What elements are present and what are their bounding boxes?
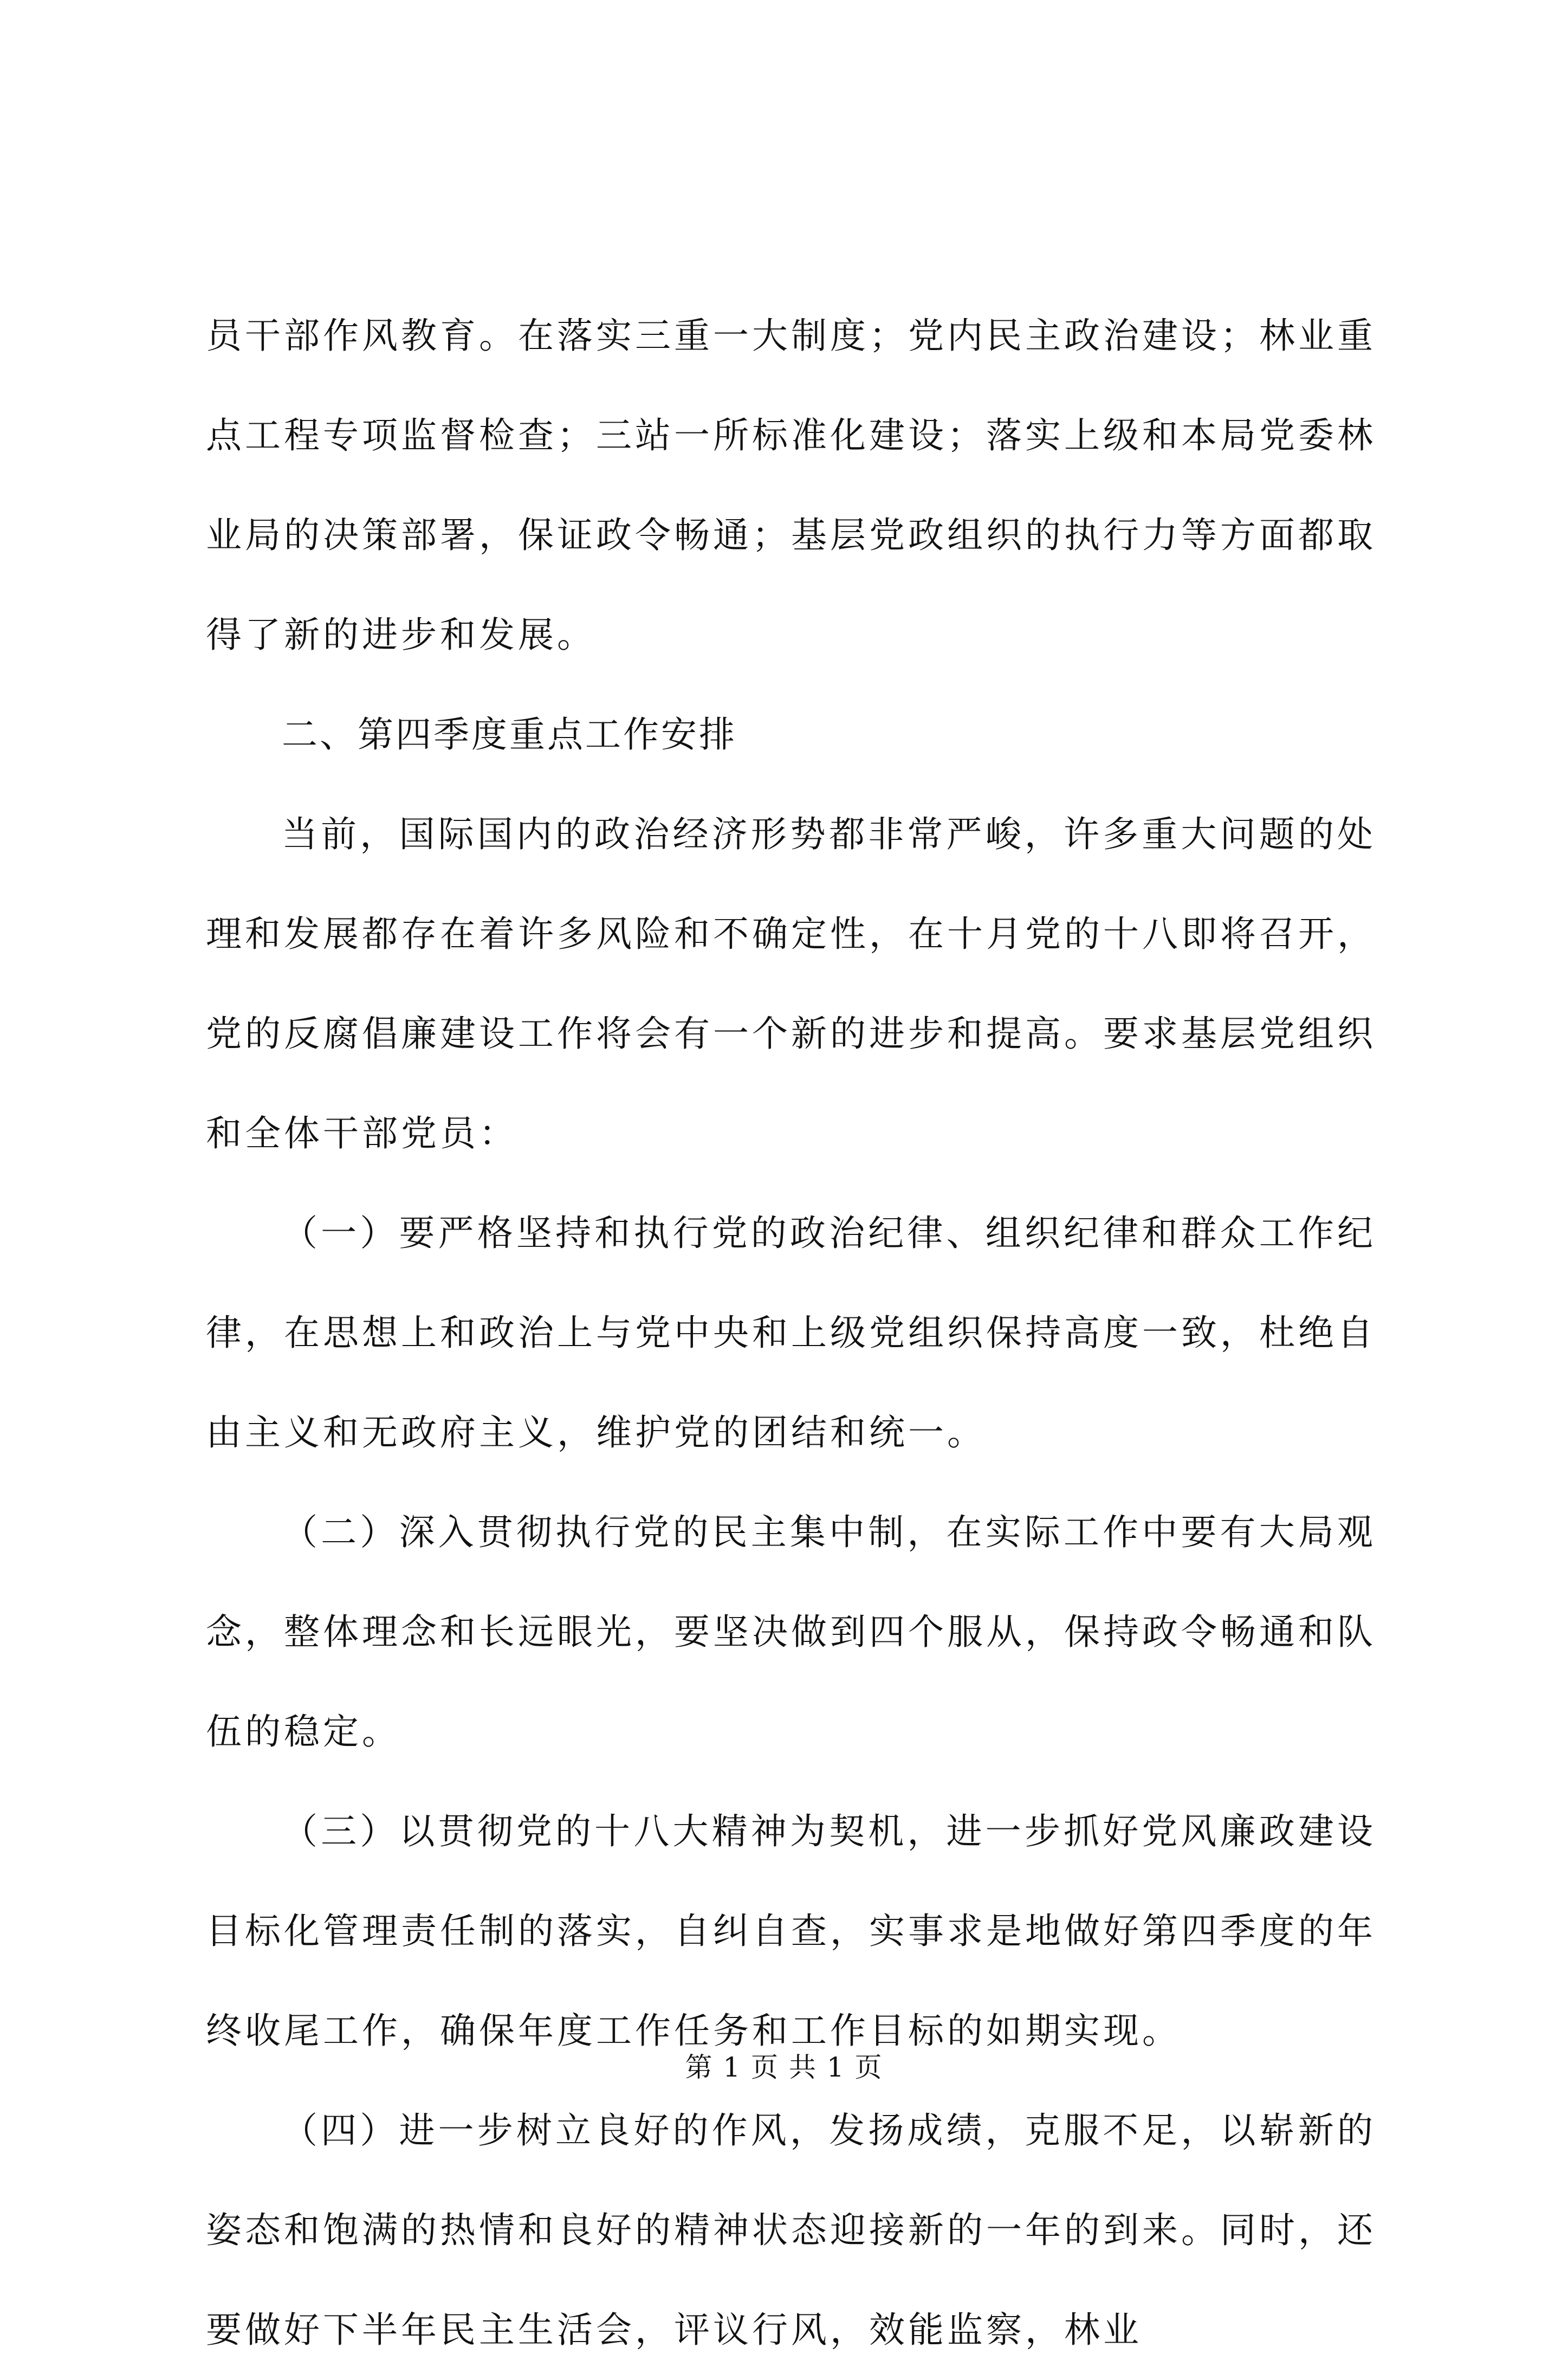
paragraph-continuation: 员干部作风教育。在落实三重一大制度；党内民主政治建设；林业重点工程专项监督检查；三站一所标准化建设；落实上级和本局党委林业局的决策部署，保证政令畅通；基层党政组织的执行力等方面都取得了新的进步和发展。 — [206, 315, 1376, 656]
section-heading: 二、第四季度重点工作安排 — [282, 714, 737, 755]
paragraph-intro: 当前，国际国内的政治经济形势都非常严峻，许多重大问题的处理和发展都存在着许多风险和不确定性，在十月党的十八即将召开，党的反腐倡廉建设工作将会有一个新的进步和提高。要求基层党组织和全体干部党员： — [206, 813, 1376, 1154]
paragraph-item-2: （二）深入贯彻执行党的民主集中制，在实际工作中要有大局观念，整体理念和长远眼光，要坚决做到四个服从，保持政令畅通和队伍的稳定。 — [206, 1511, 1376, 1752]
paragraph-item-4: （四）进一步树立良好的作风，发扬成绩，克服不足，以崭新的姿态和饱满的热情和良好的精神状态迎接新的一年的到来。同时，还要做好下半年民主生活会，评议行风，效能监察，林业 — [206, 2110, 1376, 2351]
paragraph-item-1: （一）要严格坚持和执行党的政治纪律、组织纪律和群众工作纪律，在思想上和政治上与党中央和上级党组织保持高度一致，杜绝自由主义和无政府主义，维护党的团结和统一。 — [206, 1212, 1376, 1453]
page-footer: 第 1 页 共 1 页 — [685, 2052, 883, 2083]
paragraph-item-3: （三）以贯彻党的十八大精神为契机，进一步抓好党风廉政建设目标化管理责任制的落实，自纠自查，实事求是地做好第四季度的年终收尾工作，确保年度工作任务和工作目标的如期实现。 — [206, 1810, 1376, 2052]
